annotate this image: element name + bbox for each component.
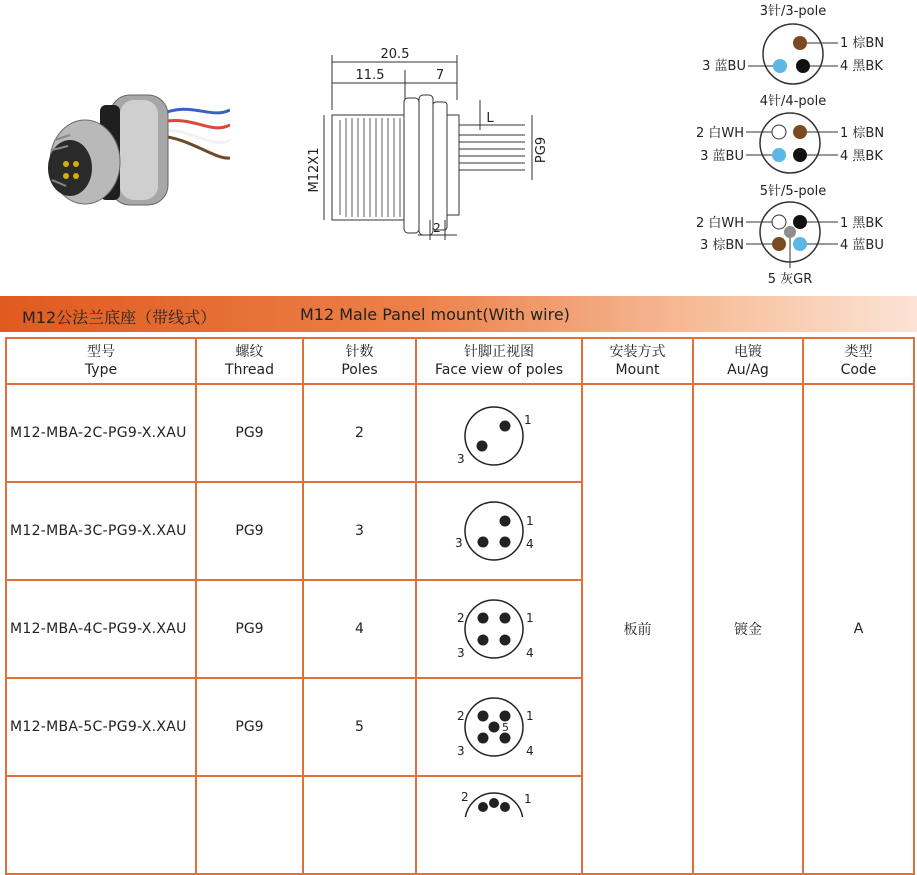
pole3-pin3 bbox=[773, 59, 787, 73]
pole3-pin1 bbox=[793, 36, 807, 50]
svg-text:8: 8 bbox=[490, 797, 497, 810]
svg-text:3: 3 bbox=[457, 646, 465, 660]
face-view-4pole bbox=[439, 584, 559, 674]
cell-type: M12-MBA-5C-PG9-X.XAU bbox=[6, 678, 196, 776]
pole4-pin4 bbox=[793, 148, 807, 162]
dim-pg: PG9 bbox=[534, 136, 549, 164]
cell-code: A bbox=[803, 384, 914, 874]
pole4-title: 4针/4-pole bbox=[759, 94, 827, 109]
table-header-row bbox=[6, 338, 914, 384]
header-poles: 针数 Poles bbox=[303, 338, 416, 384]
cell-poles: 3 bbox=[303, 482, 416, 580]
cell-thread: PG9 bbox=[196, 580, 303, 678]
cell-type bbox=[6, 776, 196, 874]
header-thread: 螺纹 Thread bbox=[196, 338, 303, 384]
header-mount: 安装方式 Mount bbox=[582, 338, 693, 384]
svg-text:1: 1 bbox=[524, 413, 532, 427]
svg-text:1: 1 bbox=[526, 709, 534, 723]
cell-type: M12-MBA-3C-PG9-X.XAU bbox=[6, 482, 196, 580]
dimension-drawing bbox=[300, 40, 550, 250]
pole3-pin4 bbox=[796, 59, 810, 73]
svg-text:2: 2 bbox=[461, 790, 469, 804]
pole3-title: 3针/3-pole bbox=[759, 4, 827, 19]
header-face-view: 针脚正视图 Face view of poles bbox=[416, 338, 582, 384]
header-plating: 电镀 Au/Ag bbox=[693, 338, 803, 384]
pole5-pin1 bbox=[793, 215, 807, 229]
pole-wiring-diagrams bbox=[660, 0, 917, 292]
pole5-pin5 bbox=[784, 226, 796, 238]
header-type: 型号 Type bbox=[6, 338, 196, 384]
dim-nut: 7 bbox=[435, 68, 445, 83]
cell-plating: 镀金 bbox=[693, 384, 803, 874]
pole4-pin1 bbox=[793, 125, 807, 139]
cell-mount: 板前 bbox=[582, 384, 693, 874]
face-view-5pole bbox=[439, 682, 559, 772]
pole4-label2: 2 白WH bbox=[695, 126, 744, 141]
pole5-pin2 bbox=[772, 215, 786, 229]
cell-thread bbox=[196, 776, 303, 874]
pole4-pin3 bbox=[772, 148, 786, 162]
dim-thread: 11.5 bbox=[355, 68, 385, 83]
svg-text:1: 1 bbox=[524, 792, 532, 806]
cell-thread: PG9 bbox=[196, 384, 303, 482]
spec-table bbox=[5, 337, 915, 875]
cell-type: M12-MBA-2C-PG9-X.XAU bbox=[6, 384, 196, 482]
pole4-label3: 3 蓝BU bbox=[700, 149, 744, 164]
cell-poles bbox=[303, 776, 416, 874]
pole3-label1: 1 棕BN bbox=[840, 36, 885, 51]
pole4-pin2 bbox=[772, 125, 786, 139]
svg-text:3: 3 bbox=[455, 536, 463, 550]
pole4-label4: 4 黑BK bbox=[840, 149, 883, 164]
banner-title-cn: M12公法兰底座（带线式） bbox=[22, 308, 217, 327]
cell-face-view bbox=[416, 678, 582, 776]
banner-title-en: M12 Male Panel mount(With wire) bbox=[300, 305, 570, 324]
cell-face-view bbox=[416, 580, 582, 678]
cell-thread: PG9 bbox=[196, 678, 303, 776]
cell-face-view bbox=[416, 384, 582, 482]
cell-poles: 5 bbox=[303, 678, 416, 776]
svg-text:4: 4 bbox=[526, 537, 534, 551]
svg-text:5: 5 bbox=[502, 721, 509, 734]
cell-face-view bbox=[416, 482, 582, 580]
svg-text:4: 4 bbox=[526, 646, 534, 660]
dim-l: L bbox=[486, 111, 494, 126]
pole5-label4: 4 蓝BU bbox=[840, 238, 884, 253]
cell-poles: 2 bbox=[303, 384, 416, 482]
svg-text:4: 4 bbox=[526, 744, 534, 758]
pole5-pin4 bbox=[793, 237, 807, 251]
pole5-label1: 1 黑BK bbox=[840, 216, 883, 231]
svg-text:2: 2 bbox=[457, 611, 465, 625]
pole5-title: 5针/5-pole bbox=[759, 184, 827, 199]
cell-poles: 4 bbox=[303, 580, 416, 678]
face-view-3pole bbox=[439, 486, 559, 576]
face-view-2pole bbox=[439, 388, 559, 478]
pole3-label3: 3 蓝BU bbox=[702, 59, 746, 74]
face-view-8pole bbox=[439, 777, 559, 817]
pole5-label2: 2 白WH bbox=[695, 216, 744, 231]
product-photo bbox=[30, 80, 230, 230]
cell-face-view bbox=[416, 776, 582, 874]
pole3-label4: 4 黑BK bbox=[840, 59, 883, 74]
dim-total: 20.5 bbox=[380, 47, 410, 62]
svg-text:1: 1 bbox=[526, 514, 534, 528]
svg-text:3: 3 bbox=[457, 452, 465, 466]
svg-text:3: 3 bbox=[457, 744, 465, 758]
dim-thread-size: M12X1 bbox=[307, 147, 322, 193]
pole5-label3: 3 棕BN bbox=[699, 238, 744, 253]
svg-text:2: 2 bbox=[457, 709, 465, 723]
pole4-label1: 1 棕BN bbox=[840, 126, 885, 141]
table-row bbox=[6, 384, 914, 482]
section-banner bbox=[0, 296, 917, 332]
dim-gap: 2 bbox=[433, 221, 441, 235]
header-code: 类型 Code bbox=[803, 338, 914, 384]
pole5-pin3 bbox=[772, 237, 786, 251]
cell-thread: PG9 bbox=[196, 482, 303, 580]
cell-type: M12-MBA-4C-PG9-X.XAU bbox=[6, 580, 196, 678]
pole5-label5: 5 灰GR bbox=[767, 272, 813, 287]
svg-text:1: 1 bbox=[526, 611, 534, 625]
